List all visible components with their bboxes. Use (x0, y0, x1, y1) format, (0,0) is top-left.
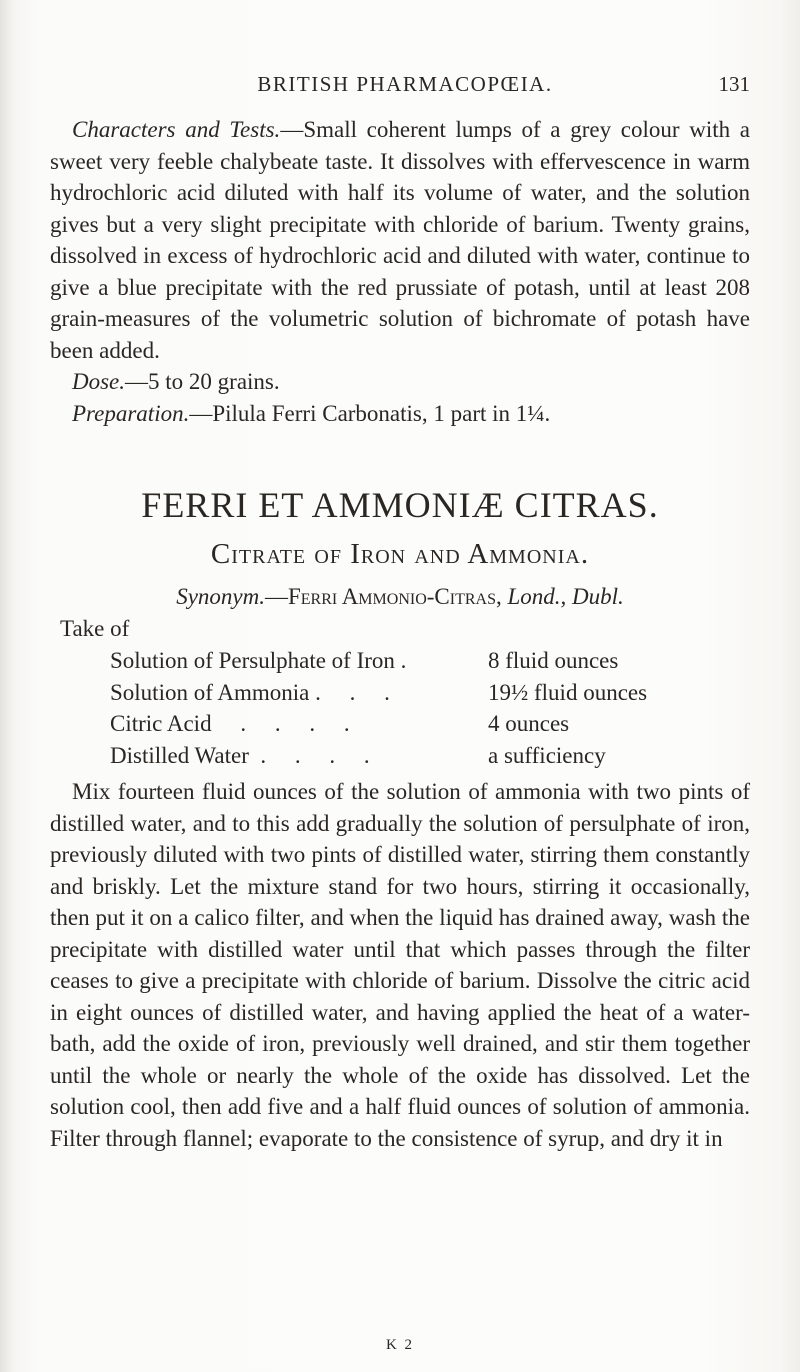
ingredient-name: Citric Acid (110, 711, 212, 736)
ingredient-list (110, 648, 670, 774)
preparation-paragraph (50, 398, 750, 430)
ingredient-leader: . . . . (211, 711, 350, 736)
signature-mark: K 2 (385, 1337, 415, 1353)
running-head (60, 72, 750, 102)
ingredient-row (110, 711, 670, 743)
ingredient-name: Solution of Persulphate of Iron (110, 648, 395, 673)
ingredient-quantity: 19½ fluid ounces (488, 679, 648, 705)
ingredient-quantity: 4 ounces (488, 711, 570, 736)
ingredient-leader: . . . (309, 679, 390, 705)
monograph-latin-title: FERRI ET AMMONIÆ CITRAS. (141, 485, 659, 525)
synonym-text: —Ferri Ammonio-Citras, (264, 584, 502, 609)
preparation-text: —Pilula Ferri Carbonatis, 1 part in 1¼. (189, 401, 551, 426)
dose-paragraph (50, 366, 750, 398)
characters-and-tests-text: —Small coherent lumps of a grey colour with a sweet very feeble chalybeate taste. It dissolves with effervescence in warm hydrochloric acid diluted with half its volume of water, and the solution gives but a very slight precipitate with chloride of barium. Twenty grains, dissolved in excess of hydrochloric acid and diluted with water, continue to give a blue precipitate with the red prussiate of potash, until at least 208 grain-measures of the volumetric solution of bichromate of potash have been added. (50, 117, 750, 363)
synonym-label: Synonym. (176, 584, 265, 609)
characters-and-tests-label: Characters and Tests. (72, 117, 281, 142)
ingredient-leader: . . . . (248, 742, 370, 768)
ingredient-row (110, 680, 670, 712)
ingredient-row (110, 743, 670, 775)
page-number: 131 (718, 72, 750, 96)
synonym-line (0, 584, 800, 610)
ingredient-row (110, 648, 670, 680)
instructions-paragraph (50, 776, 750, 1154)
characters-and-tests-paragraph (50, 114, 750, 366)
monograph-english-title: Citrate of Iron and Ammonia. (210, 538, 590, 570)
instructions-text: Mix fourteen fluid ounces of the solution of ammonia with two pints of distilled water, and to this add gradually the solution of persulphate of iron, previously diluted with two pints of distilled water, stirring them constantly and briskly. Let the mixture stand for two hours, stirring it occasionally, then put it on a calico filter, and when the liquid has drained away, wash the precipitate with distilled water until that which passes through the filter ceases to give a precipitate with chloride of barium. Dissolve the citric acid in eight ounces of distilled water, and having applied the heat of a water-bath, add the oxide of iron, previously well drained, and stir them together until the whole or nearly the whole of the oxide has dissolved. Let the solution cool, then add five and a half fluid ounces of solution of ammonia. Filter through flannel; evaporate to the consistence of syrup, and dry it in (50, 779, 750, 1151)
ingredient-quantity: a sufficiency (488, 742, 606, 768)
take-of-label: Take of (60, 616, 130, 641)
dose-label: Dose. (72, 369, 126, 394)
ingredient-name: Distilled Water (110, 742, 249, 768)
preparation-label: Preparation. (72, 401, 190, 426)
ingredient-leader: . (394, 648, 407, 673)
ingredient-quantity: 8 fluid ounces (488, 648, 619, 673)
dose-text: —5 to 20 grains. (125, 369, 280, 394)
running-head-title: BRITISH PHARMACOPŒIA. (257, 72, 553, 96)
ingredient-name: Solution of Ammonia (110, 679, 310, 705)
synonym-references: Lond., Dubl. (507, 584, 624, 609)
